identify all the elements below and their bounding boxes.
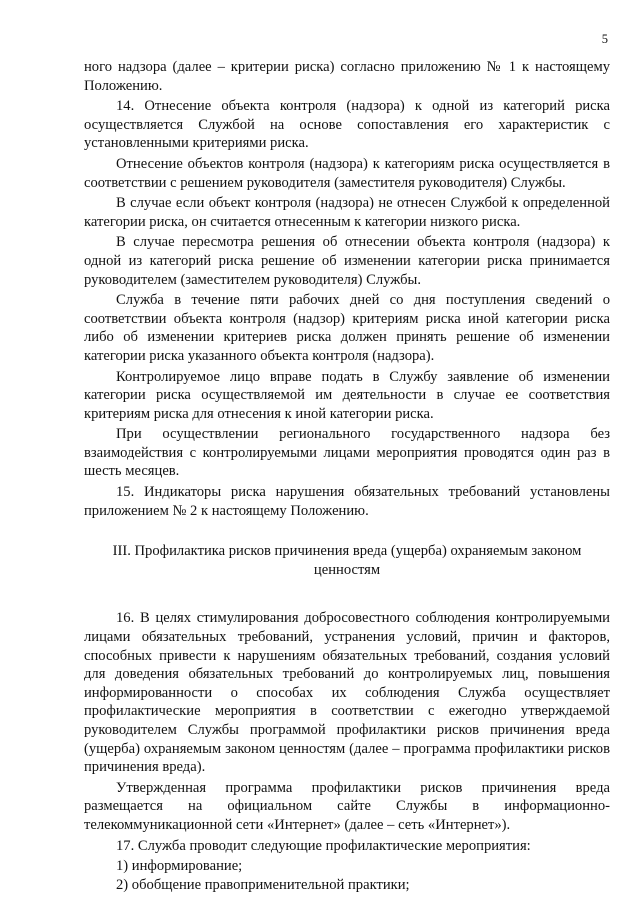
paragraph-program-published: Утвержденная программа профилактики рисков причинения вреда размещается на официальном сайте Службы в информационно-телекоммуникационной сети «Интернет» (далее – сеть «Интернет»). xyxy=(84,779,610,833)
list-item: 1) информирование; xyxy=(116,858,243,875)
paragraph-continuation: ного надзора (далее – критерии риска) согласно приложению № 1 к настоящему Положению. xyxy=(84,59,610,94)
page-number: 5 xyxy=(601,32,608,46)
paragraph-six-months: При осуществлении регионального государственного надзора без взаимодействия с контролируемыми лицами мероприятия проводятся один раз в шесть месяцев. xyxy=(84,426,610,480)
paragraph-risk-assignment: Отнесение объектов контроля (надзора) к категориям риска осуществляется в соответствии с решением руководителя (заместителя руководителя) Службы. xyxy=(84,155,610,191)
paragraph-14: 14. Отнесение объекта контроля (надзора) к одной из категорий риска осуществляется Службой на основе сопоставления его характеристик с установленными критериями риска. xyxy=(84,98,610,152)
paragraph-low-risk-default: В случае если объект контроля (надзора) не отнесен Службой к определенной категории риска, он считается отнесенным к категории низкого риска. xyxy=(84,195,610,230)
paragraph-16: 16. В целях стимулирования добросовестного соблюдения контролируемыми лицами обязательных требований, устранения условий, причин и факторов, способных привести к нарушениям обязательных требований, создания условий для доведения обязательных требований до контролируемых лиц, повышения информированности о способах их соблюдения Служба осуществляет профилактические мероприятия в соответствии с ежегодно утверждаемой руководителем Службы программой профилактики рисков причинения вреда (ущерба) охраняемым законом ценностям (далее – программа профилактики рисков причинения вреда). xyxy=(84,610,610,776)
paragraph-17: 17. Служба проводит следующие профилактические мероприятия: xyxy=(116,837,531,854)
list-item: 2) обобщение правоприменительной практики; xyxy=(116,876,410,893)
section-heading: III. Профилактика рисков причинения вреда (ущерба) охраняемым законом ценностям xyxy=(112,543,582,578)
paragraph-application: Контролируемое лицо вправе подать в Службу заявление об изменении категории риска осуществляемой им деятельности в случае ее соответствия критериям риска для отнесения к иной категории риска. xyxy=(84,368,610,422)
paragraph-risk-review: В случае пересмотра решения об отнесении объекта контроля (надзора) к одной из категорий риска решение об изменении категории риска принимается руководителем (заместителем руководителя) Службы. xyxy=(84,234,610,288)
paragraph-five-days: Служба в течение пяти рабочих дней со дня поступления сведений о соответствии объекта контроля (надзор) критериям риска иной категории риска либо об изменении критериев риска должен принять решение об изменении категории риска указанного объекта контроля (надзора). xyxy=(84,292,610,364)
paragraph-15: 15. Индикаторы риска нарушения обязательных требований установлены приложением № 2 к настоящему Положению. xyxy=(84,484,610,519)
document-body xyxy=(84,58,610,894)
